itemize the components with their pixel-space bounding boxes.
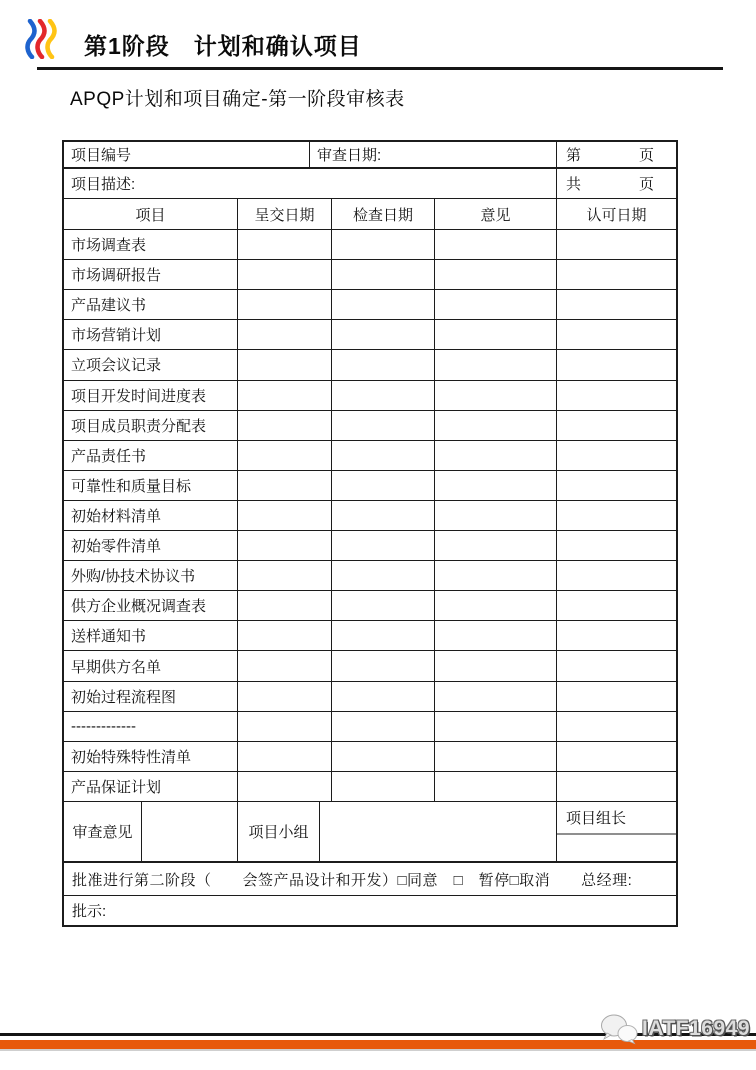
empty-cell [435, 471, 557, 501]
empty-cell [238, 651, 332, 681]
stage-title: 第1阶段 计划和确认项目 [84, 33, 362, 59]
empty-cell [332, 441, 435, 471]
empty-cell [238, 561, 332, 591]
review-date-label: 审查日期: [310, 142, 557, 169]
empty-cell [435, 441, 557, 471]
item-label: ------------- [64, 712, 238, 742]
empty-cell [238, 621, 332, 651]
watermark-text: IATF16949 [642, 1017, 750, 1040]
total-unit-label: 页 [638, 176, 654, 193]
empty-cell [332, 591, 435, 621]
empty-cell [435, 260, 557, 290]
empty-cell [238, 591, 332, 621]
empty-cell [557, 772, 676, 802]
column-header-opinion: 意见 [435, 199, 557, 230]
item-label: 市场调研报告 [64, 260, 238, 290]
item-label: 外购/协技术协议书 [64, 561, 238, 591]
column-header-check-date: 检查日期 [332, 199, 435, 230]
empty-cell [557, 230, 676, 260]
empty-cell [332, 471, 435, 501]
empty-cell [332, 621, 435, 651]
empty-cell [332, 411, 435, 441]
empty-cell [435, 350, 557, 380]
empty-cell [332, 381, 435, 411]
empty-cell [435, 501, 557, 531]
empty-cell [557, 411, 676, 441]
empty-cell [557, 290, 676, 320]
empty-cell [557, 682, 676, 712]
empty-cell [435, 621, 557, 651]
empty-cell [557, 742, 676, 772]
item-label: 初始零件清单 [64, 531, 238, 561]
item-label: 初始特殊特性清单 [64, 742, 238, 772]
project-leader-signature-blank [557, 835, 676, 863]
empty-cell [238, 381, 332, 411]
project-number-label: 项目编号 [64, 142, 310, 169]
empty-cell [435, 712, 557, 742]
phase2-approval-text: 批准进行第二阶段（ 会签产品设计和开发）□同意 □ 暂停□取消 总经理: [64, 863, 676, 896]
empty-cell [332, 651, 435, 681]
item-label: 市场调查表 [64, 230, 238, 260]
empty-cell [557, 501, 676, 531]
empty-cell [332, 320, 435, 350]
empty-cell [435, 290, 557, 320]
page-number-cell [557, 142, 676, 169]
empty-cell [435, 742, 557, 772]
empty-cell [435, 320, 557, 350]
empty-cell [332, 682, 435, 712]
empty-cell [332, 290, 435, 320]
item-label: 产品责任书 [64, 441, 238, 471]
remark-label: 批示: [72, 903, 107, 920]
item-label: 送样通知书 [64, 621, 238, 651]
item-label: 初始材料清单 [64, 501, 238, 531]
item-rows [64, 230, 676, 802]
empty-cell [332, 712, 435, 742]
empty-cell [332, 742, 435, 772]
total-first-label: 共 [566, 176, 582, 193]
chevrons-logo-icon [25, 19, 59, 59]
empty-cell [557, 591, 676, 621]
empty-cell [435, 531, 557, 561]
empty-cell [557, 531, 676, 561]
item-label: 市场营销计划 [64, 320, 238, 350]
watermark [600, 1013, 750, 1045]
item-label: 可靠性和质量目标 [64, 471, 238, 501]
title-rule [37, 67, 723, 70]
review-opinion-blank [142, 802, 238, 863]
empty-cell [557, 561, 676, 591]
item-label: 项目开发时间进度表 [64, 381, 238, 411]
empty-cell [238, 260, 332, 290]
empty-cell [557, 651, 676, 681]
empty-cell [238, 501, 332, 531]
empty-cell [238, 441, 332, 471]
review-opinion-label: 审查意见 [64, 802, 142, 863]
empty-cell [435, 651, 557, 681]
empty-cell [332, 501, 435, 531]
total-pages-cell [557, 169, 676, 199]
page-unit-label: 页 [638, 147, 654, 164]
empty-cell [238, 290, 332, 320]
empty-cell [435, 772, 557, 802]
empty-cell [332, 350, 435, 380]
empty-cell [238, 682, 332, 712]
empty-cell [557, 621, 676, 651]
empty-cell [332, 561, 435, 591]
empty-cell [557, 260, 676, 290]
empty-cell [557, 471, 676, 501]
empty-cell [557, 381, 676, 411]
column-header-approve-date: 认可日期 [557, 199, 676, 230]
empty-cell [332, 230, 435, 260]
item-label: 立项会议记录 [64, 350, 238, 380]
project-team-label: 项目小组 [238, 802, 320, 863]
empty-cell [557, 712, 676, 742]
empty-cell [238, 712, 332, 742]
page-first-label: 第 [566, 147, 582, 164]
empty-cell [557, 441, 676, 471]
project-leader-label: 项目组长 [557, 802, 676, 835]
empty-cell [435, 230, 557, 260]
empty-cell [435, 591, 557, 621]
item-label: 项目成员职责分配表 [64, 411, 238, 441]
item-label: 产品保证计划 [64, 772, 238, 802]
item-label: 初始过程流程图 [64, 682, 238, 712]
empty-cell [435, 411, 557, 441]
item-label: 早期供方名单 [64, 651, 238, 681]
apqp-review-form [62, 140, 678, 927]
empty-cell [238, 471, 332, 501]
empty-cell [435, 381, 557, 411]
empty-cell [238, 320, 332, 350]
empty-cell [238, 411, 332, 441]
column-header-submit-date: 呈交日期 [238, 199, 332, 230]
empty-cell [332, 772, 435, 802]
empty-cell [332, 260, 435, 290]
empty-cell [557, 320, 676, 350]
project-description-label: 项目描述: [64, 169, 557, 199]
wechat-icon [600, 1013, 638, 1045]
project-team-blank [320, 802, 557, 863]
empty-cell [238, 742, 332, 772]
item-label: 产品建议书 [64, 290, 238, 320]
item-label: 供方企业概况调查表 [64, 591, 238, 621]
page-title: APQP计划和项目确定-第一阶段审核表 [70, 89, 405, 110]
empty-cell [435, 561, 557, 591]
empty-cell [557, 350, 676, 380]
empty-cell [332, 531, 435, 561]
empty-cell [238, 772, 332, 802]
empty-cell [435, 682, 557, 712]
empty-cell [238, 350, 332, 380]
empty-cell [238, 230, 332, 260]
column-header-item: 项目 [64, 199, 238, 230]
empty-cell [238, 531, 332, 561]
